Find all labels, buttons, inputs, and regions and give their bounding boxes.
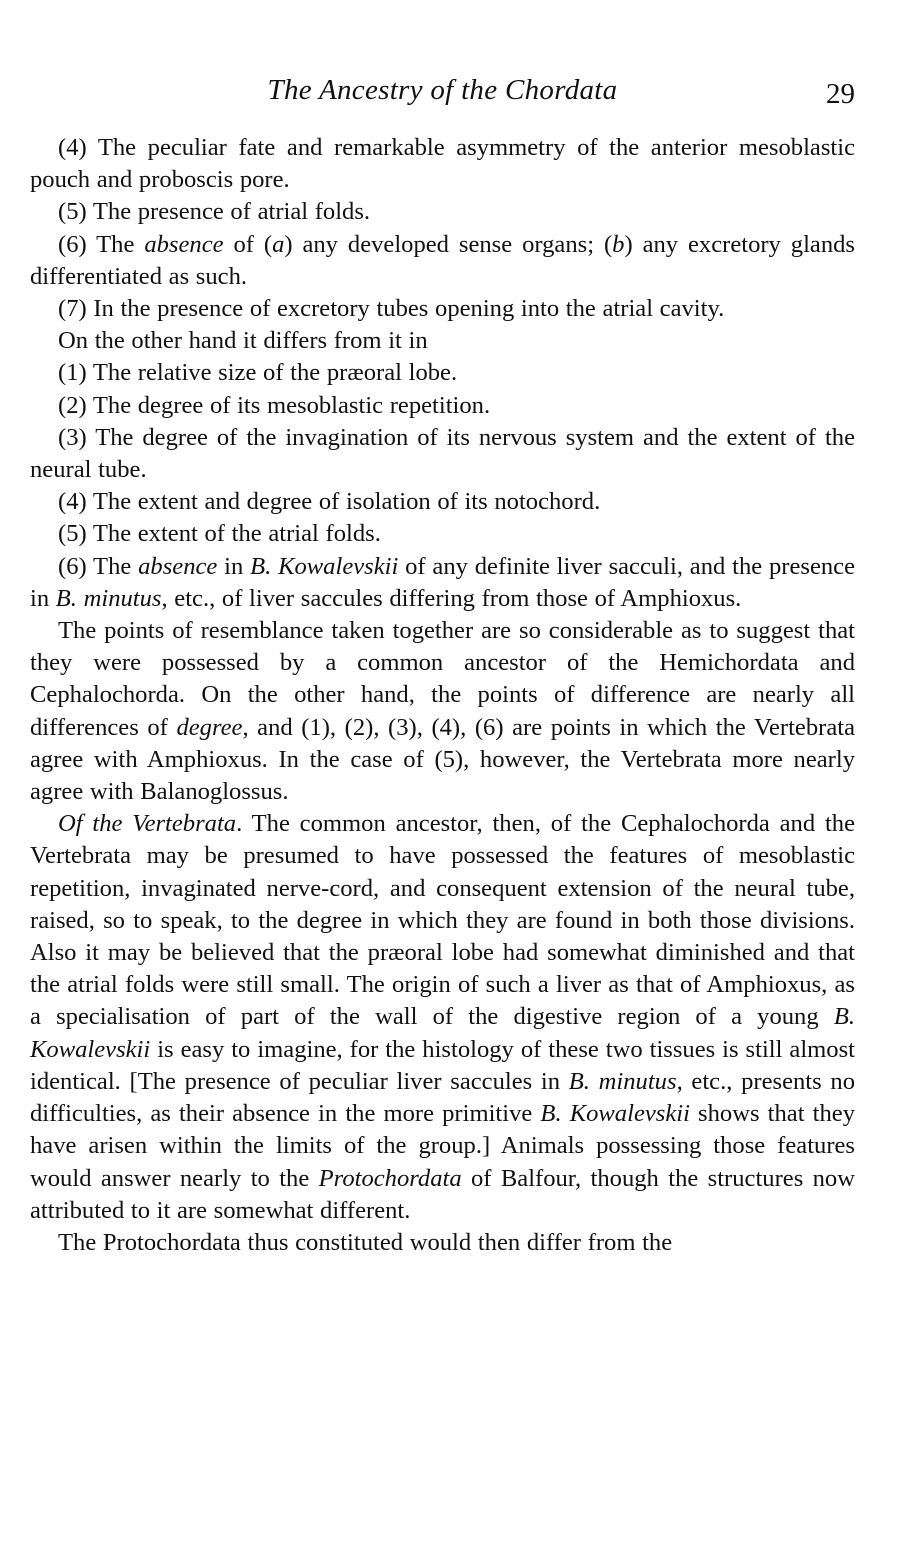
species-name: B. Kowalevskii: [250, 552, 399, 580]
species-name: B. minutus: [568, 1067, 677, 1095]
emphasis: absence: [138, 552, 218, 580]
text-run: . The common ancestor, then, of the Cephalochorda and the Vertebrata may be presumed to have possessed the features of mesoblastic repetition, invaginated nerve-cord, and consequent extension of the neural tube, raised, so to speak, to the degree in which they are found in both those divisions. Also it may be believed that the præoral lobe had somewhat diminished and that the atrial folds were still small. The origin of such a liver as that of Amphioxus, as a specialisation of part of the wall of the digestive region of a young: [30, 810, 856, 1031]
text-run: , and (1), (2), (3), (4), (6) are points in which the Vertebrata agree with Amphioxus. In the case of (5), however, the Vertebrata more nearly agree with Balanoglossus.: [30, 713, 855, 806]
text-run: of Balfour, though the structures now attributed to it are somewhat different.: [30, 1164, 855, 1224]
paragraph-points-of-resemblance: [30, 615, 855, 808]
paragraph-difference-1: (1) The relative size of the præoral lobe.: [58, 359, 458, 387]
text-run: shows that they have arisen within the limits of the group.] Animals possessing those features would answer nearly to the: [30, 1100, 855, 1192]
paragraph-resemblance-5: (5) The presence of atrial folds.: [58, 198, 371, 226]
page-number: 29: [826, 78, 855, 110]
section-heading: Of the Vertebrata: [58, 810, 237, 838]
text-run: is easy to imagine, for the histology of these two tissues is still almost identical. [The presence of peculiar liver saccules in: [30, 1035, 855, 1095]
body-text: [30, 132, 855, 1259]
text-run: of (: [223, 230, 273, 258]
paragraph-resemblance-6: [30, 229, 855, 293]
text-run: of any definite liver sacculi, and the presence in: [30, 552, 856, 612]
text-run: The points of resemblance taken together are so considerable as to suggest that they were possessed by a common ancestor of the Hemichordata and Cephalochorda. On the other hand, the points of difference are nearly all differences of: [30, 617, 855, 741]
paragraph-difference-4: (4) The extent and degree of isolation of its notochord.: [58, 488, 601, 516]
emphasis: b: [612, 230, 625, 258]
text-run: (6) The: [58, 552, 139, 580]
text-run: ) any developed sense organs; (: [284, 230, 613, 258]
paragraph-protochordata: The Protochordata thus constituted would then differ from the: [58, 1228, 673, 1256]
paragraph-difference-2: (2) The degree of its mesoblastic repetition.: [58, 391, 491, 419]
book-page: [30, 0, 855, 1259]
text-run: , etc., presents no difficulties, as their absence in the more primitive: [30, 1067, 855, 1128]
emphasis: a: [272, 230, 285, 258]
text-run: , etc., of liver saccules differing from those of Amphioxus.: [161, 584, 742, 612]
running-title: The Ancestry of the Chordata: [267, 74, 618, 106]
paragraph-difference-5: (5) The extent of the atrial folds.: [58, 520, 381, 548]
text-run: in: [217, 552, 251, 580]
paragraph-of-the-vertebrata: [30, 808, 855, 1227]
species-name: B. minutus: [55, 584, 162, 612]
text-run: (6) The: [58, 230, 145, 258]
species-name: B. Kowalevskii: [30, 1003, 855, 1063]
emphasis: degree: [176, 713, 243, 741]
paragraph-differs-intro: On the other hand it differs from it in: [58, 327, 428, 355]
paragraph-difference-6: [30, 551, 855, 615]
paragraph-resemblance-4: (4) The peculiar fate and remarkable asymmetry of the anterior mesoblastic pouch and proboscis pore.: [30, 134, 855, 194]
emphasis: Protochordata: [318, 1164, 462, 1192]
page-header: [30, 0, 855, 118]
text-run: ) any excretory glands differentiated as such.: [30, 230, 855, 290]
paragraph-resemblance-7: (7) In the presence of excretory tubes opening into the atrial cavity.: [58, 295, 725, 323]
paragraph-difference-3: (3) The degree of the invagination of its nervous system and the extent of the neural tube.: [30, 423, 855, 484]
emphasis: absence: [144, 230, 224, 258]
species-name: B. Kowalevskii: [540, 1100, 690, 1128]
